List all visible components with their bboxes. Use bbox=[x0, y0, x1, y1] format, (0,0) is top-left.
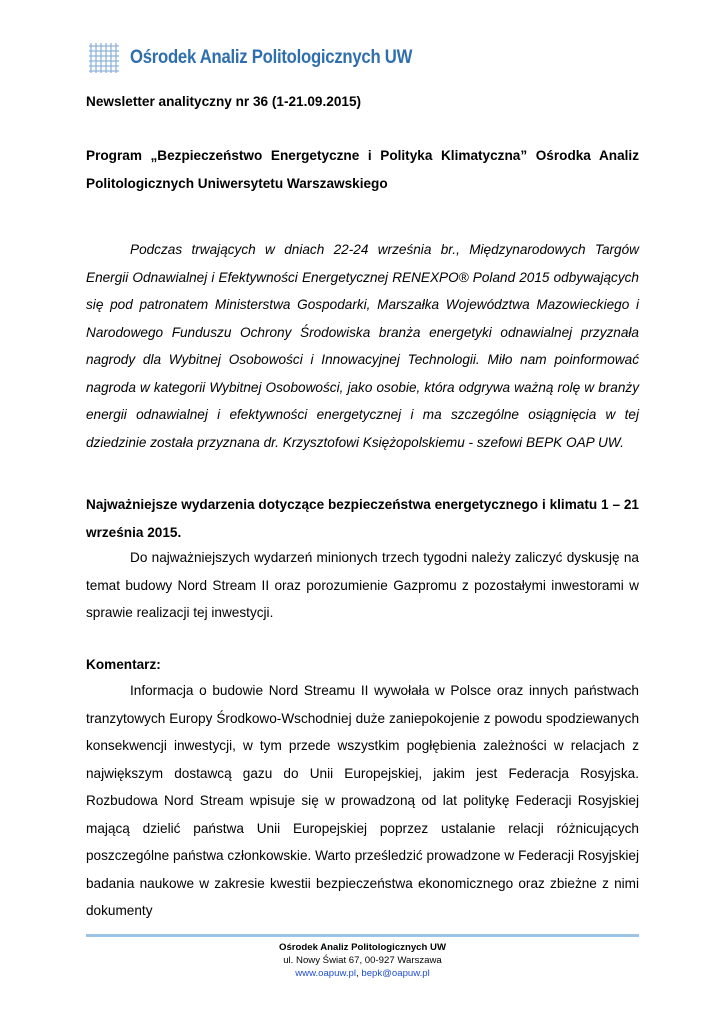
newsletter-title: Newsletter analityczny nr 36 (1-21.09.2015) bbox=[86, 94, 362, 109]
footer-website-link[interactable]: www.oapuw.pl bbox=[295, 968, 357, 979]
footer-contact bbox=[86, 967, 639, 980]
grid-logo-icon bbox=[88, 41, 122, 75]
comment-heading: Komentarz: bbox=[86, 657, 161, 672]
events-heading: Najważniejsze wydarzenia dotyczące bezpieczeństwa energetycznego i klimatu 1 – 21 września 2015. bbox=[86, 497, 639, 540]
events-paragraph: Do najważniejszych wydarzeń minionych trzech tygodni należy zaliczyć dyskusję na temat budowy Nord Stream II oraz porozumienie Gazpromu z pozostałymi inwestorami w sprawie realizacji tej inwestycji. bbox=[86, 550, 639, 620]
header-logo bbox=[88, 40, 451, 76]
intro-paragraph: Podczas trwających w dniach 22-24 września br., Międzynarodowych Targów Energii Odnawialnej i Efektywności Energetycznej RENEXPO® Poland 2015 odbywających się pod patronatem Ministerstwa Gospodarki, Marszałka Województwa Mazowieckiego i Narodowego Funduszu Ochrony Środowiska branża energetyki odnawialnej przyznała nagrody dla Wybitnej Osobowości i Innowacyjnej Technologii. Miło nam poinformować nagroda w kategorii Wybitnej Osobowości, jako osobie, która odgrywa ważną rolę w branży energii odnawialnej i efektywności energetycznej i ma szczególne osiągnięcia w tej dziedzinie została przyznana dr. Krzysztofowi Księżopolskiemu - szefowi BEPK OAP UW. bbox=[86, 242, 639, 450]
footer-separator: , bbox=[356, 968, 359, 979]
program-title: Program „Bezpieczeństwo Energetyczne i Polityka Klimatyczna” Ośrodka Analiz Politologicznych Uniwersytetu Warszawskiego bbox=[86, 148, 639, 191]
footer-divider bbox=[86, 934, 639, 937]
footer-email-link[interactable]: bepk@oapuw.pl bbox=[361, 968, 430, 979]
comment-paragraph: Informacja o budowie Nord Streamu II wywołała w Polsce oraz innych państwach tranzytowych Europy Środkowo-Wschodniej duże zaniepokojenie z powodu spodziewanych konsekwencji inwestycji, w tym przede wszystkim pogłębienia zależności w relacjach z największym dostawcą gazu do Unii Europejskiej, jakim jest Federacja Rosyjska. Rozbudowa Nord Stream wpisuje się w prowadzoną od lat politykę Federacji Rosyjskiej mającą dzielić państwa Unii Europejskiej poprzez ustalanie relacji różnicujących poszczególne państwa członkowskie. Warto prześledzić prowadzone w Federacji Rosyjskiej badania naukowe w zakresie kwestii bezpieczeństwa ekonomicznego oraz zbieżne z nimi dokumenty bbox=[86, 683, 639, 918]
footer-org: Ośrodek Analiz Politologicznych UW bbox=[278, 942, 447, 953]
page-footer bbox=[86, 941, 639, 980]
logo-text: Ośrodek Analiz Politologicznych UW bbox=[130, 47, 413, 68]
footer-address: ul. Nowy Świat 67, 00-927 Warszawa bbox=[283, 955, 442, 966]
